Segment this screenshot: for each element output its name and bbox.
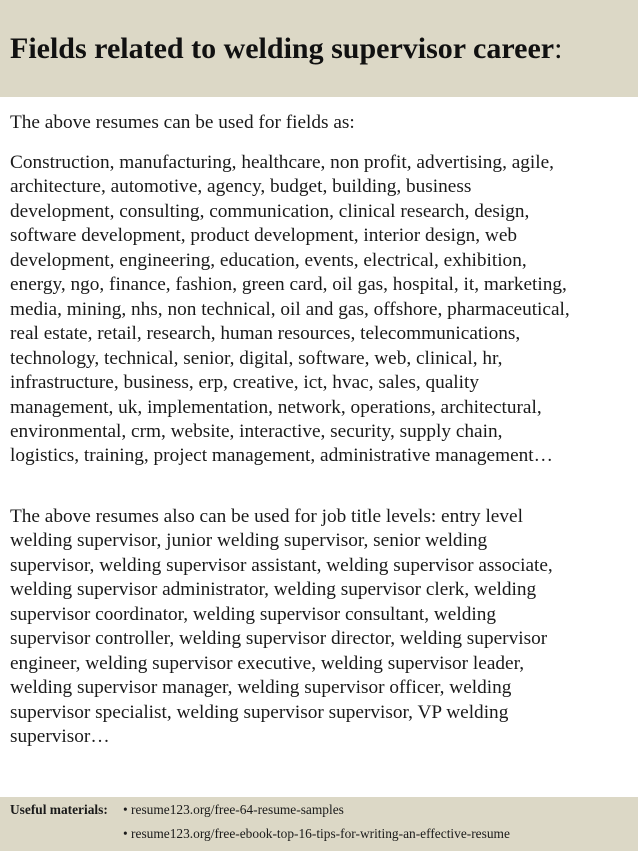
fields-line: real estate, retail, research, human resources, telecommunications,	[10, 323, 521, 345]
page-title-text: Fields related to welding supervisor career	[10, 32, 555, 65]
levels-line: supervisor coordinator, welding supervisor consultant, welding	[10, 603, 496, 625]
levels-line: supervisor…	[10, 726, 110, 748]
fields-line: Construction, manufacturing, healthcare, non profit, advertising, agile,	[10, 152, 554, 173]
intro-text: The above resumes can be used for fields as:	[10, 112, 355, 133]
fields-line: software development, product development, interior design, web	[10, 225, 518, 247]
ebook-tips-link[interactable]: • resume123.org/free-ebook-top-16-tips-for-writing-an-effective-resume	[123, 826, 510, 841]
levels-line: engineer, welding supervisor executive, welding supervisor leader,	[10, 652, 525, 674]
job-levels-paragraph	[10, 505, 636, 750]
fields-line: development, engineering, education, events, electrical, exhibition,	[10, 249, 527, 271]
levels-line: welding supervisor, junior welding supervisor, senior welding	[10, 530, 488, 552]
fields-line: development, consulting, communication, clinical research, design,	[10, 200, 530, 222]
fields-line: media, mining, nhs, non technical, oil and gas, offshore, pharmaceutical,	[10, 298, 570, 320]
title-banner	[0, 0, 638, 97]
fields-line: architecture, automotive, agency, budget, building, business	[10, 176, 472, 198]
levels-line: welding supervisor manager, welding supervisor officer, welding	[10, 677, 512, 699]
levels-line: The above resumes also can be used for job title levels: entry level	[10, 506, 523, 527]
fields-line: environmental, crm, website, interactive, security, supply chain,	[10, 420, 503, 442]
page-title-colon: :	[554, 32, 563, 65]
page-title	[10, 27, 562, 71]
fields-paragraph	[10, 151, 636, 469]
levels-line: supervisor specialist, welding supervisor supervisor, VP welding	[10, 701, 509, 723]
levels-line: supervisor controller, welding supervisor director, welding supervisor	[10, 628, 548, 650]
footer-bar	[0, 797, 638, 851]
useful-materials-label: Useful materials:	[10, 802, 108, 817]
fields-line: infrastructure, business, erp, creative, ict, hvac, sales, quality	[10, 372, 480, 394]
fields-line: technology, technical, senior, digital, software, web, clinical, hr,	[10, 347, 503, 369]
levels-line: supervisor, welding supervisor assistant, welding supervisor associate,	[10, 554, 553, 576]
levels-line: welding supervisor administrator, welding supervisor clerk, welding	[10, 579, 537, 601]
fields-line: logistics, training, project management, administrative management…	[10, 445, 553, 467]
fields-line: management, uk, implementation, network, operations, architectural,	[10, 396, 542, 418]
resume-samples-link[interactable]: • resume123.org/free-64-resume-samples	[123, 802, 344, 817]
fields-line: energy, ngo, finance, fashion, green card, oil gas, hospital, it, marketing,	[10, 274, 567, 296]
